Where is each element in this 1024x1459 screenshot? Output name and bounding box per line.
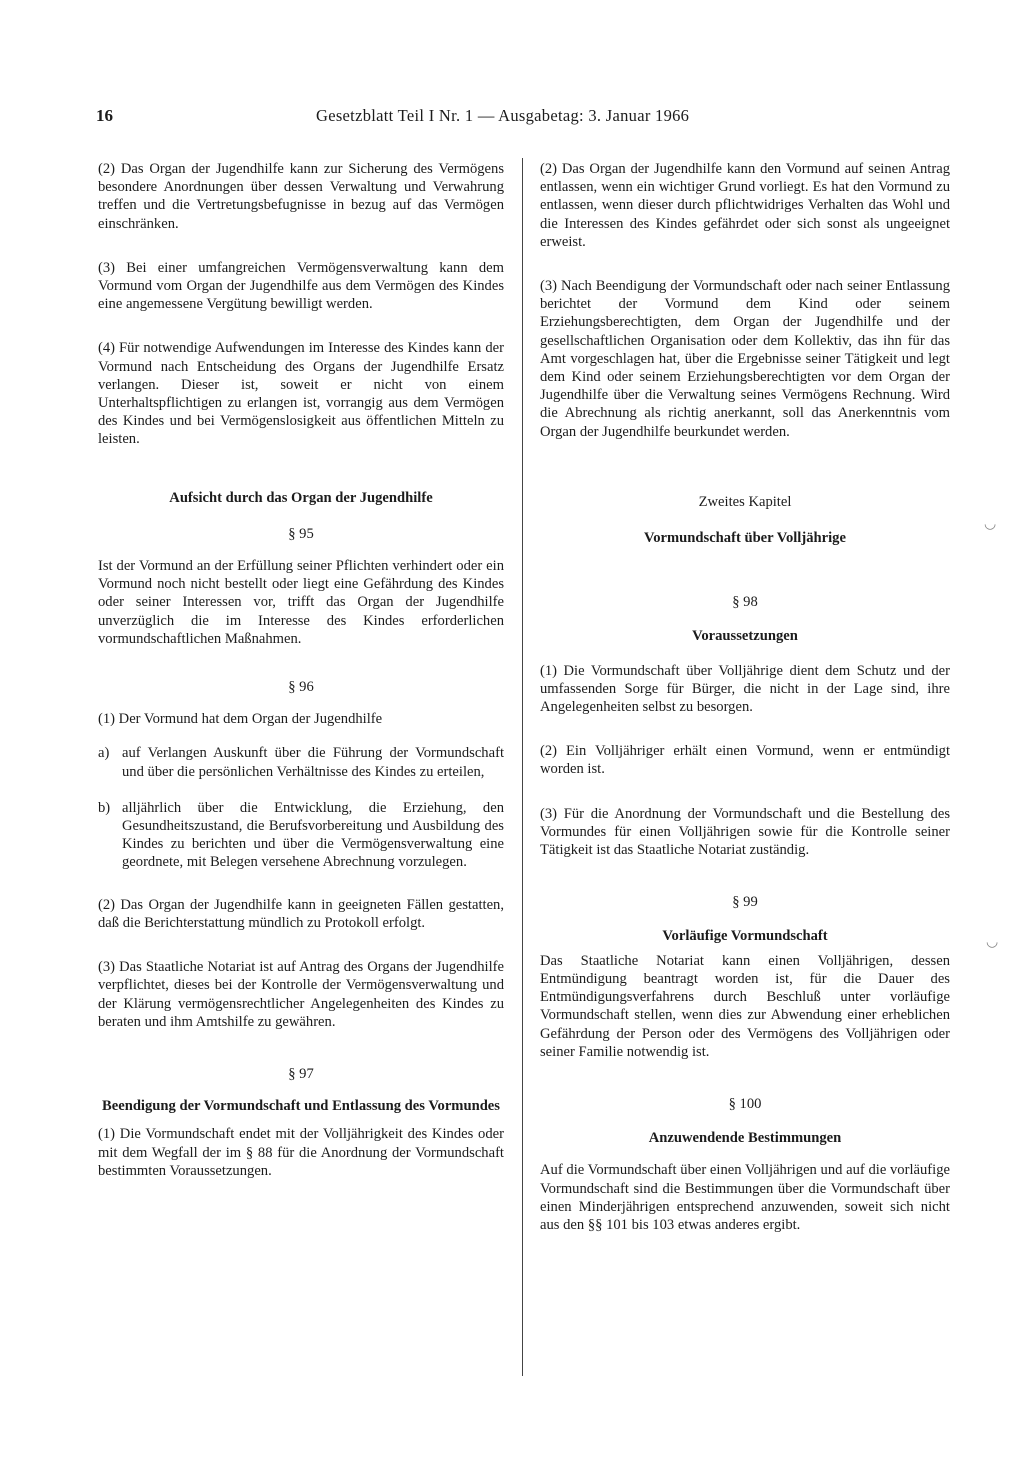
right-column bbox=[540, 160, 950, 1254]
paragraph-97-3: (3) Nach Beendigung der Vormundschaft oder nach seiner Entlassung berichtet der Vormund dem Kind oder seinem Erziehungsberechtigten, dem Organ der Jugendhilfe und der gesellschaftlichen Organisation oder dem Kollektiv, das ihn für das Amt vorgeschlagen hat, über die Ergebnisse seiner Tätigkeit und legt dem Kind oder seinem Erziehungsberechtigten vor dem Organ der Jugendhilfe über die Verwaltung seines Vermögens Rechnung. Wird die Abrechnung als richtig anerkannt, soll das Anerkenntnis vom Organ der Jugendhilfe beurkundet werden. bbox=[540, 278, 950, 440]
page-header-title: Gesetzblatt Teil I Nr. 1 — Ausgabetag: 3. Januar 1966 bbox=[316, 106, 690, 125]
paragraph-98-3: (3) Für die Anordnung der Vormundschaft und die Bestellung des Vormundes für einen Volljährigen sowie für die Kontrolle seiner Tätigkeit ist das Staatliche Notariat zuständig. bbox=[540, 805, 950, 859]
heading-99: Vorläufige Vormundschaft bbox=[662, 928, 828, 945]
list-item-b bbox=[98, 799, 504, 872]
left-column bbox=[98, 160, 504, 1200]
list-item-b-text: alljährlich über die Entwicklung, die Erziehung, den Gesundheitszustand, die Berufsvorbereitung und Ausbildung des Kindes zu berichten und über die Vermögensverwaltung eine geordnete, mit Belegen versehene Abrechnung vorzulegen. bbox=[122, 799, 504, 871]
paragraph-100: Auf die Vormundschaft über einen Volljährigen und auf die vorläufige Vormundschaft sind die Bestimmungen über die Vormundschaft über einen Minderjährigen entsprechend anzuwenden, soweit sich nicht aus den §§ 101 bis 103 etwas anderes ergibt. bbox=[540, 1162, 950, 1233]
section-95-number: § 95 bbox=[288, 525, 314, 542]
paragraph-96-1: (1) Der Vormund hat dem Organ der Jugendhilfe bbox=[98, 711, 383, 728]
page-number: 16 bbox=[96, 106, 113, 125]
paragraph-94-4: (4) Für notwendige Aufwendungen im Interesse des Kindes kann der Vormund nach Entscheidung des Organs der Jugendhilfe Ersatz verlangen. Dieser ist, soweit er nicht von einem Unterhaltspflichtigen zu erlangen ist, vorrangig aus dem Vermögen des Kindes und bei Vermögenslosigkeit aus öffentlichen Mitteln zu leisten. bbox=[98, 340, 504, 448]
list-item-a-text: auf Verlangen Auskunft über die Führung der Vormundschaft und über die persönlichen Verhältnisse des Kindes zu erteilen, bbox=[122, 745, 504, 780]
chapter-label: Zweites Kapitel bbox=[698, 493, 792, 510]
paragraph-94-3: (3) Bei einer umfangreichen Vermögensverwaltung kann dem Vormund vom Organ der Jugendhilfe aus dem Vermögen des Kindes eine angemessene Vergütung bewilligt werden. bbox=[98, 259, 504, 313]
paragraph-99: Das Staatliche Notariat kann einen Volljährigen, dessen Entmündigung beantragt worden ist, für die Dauer des Entmündigungsverfahrens durch Beschluß unter vorläufige Vormundschaft stellen, wenn dies zur Abwendung einer erheblichen Gefährdung der Person oder des Vermögens des Volljährigen oder seiner Familie notwendig ist. bbox=[540, 952, 950, 1060]
heading-aufsicht: Aufsicht durch das Organ der Jugendhilfe bbox=[169, 489, 433, 506]
list-item-a bbox=[98, 744, 504, 780]
section-97-number: § 97 bbox=[288, 1065, 314, 1082]
paragraph-97-2: (2) Das Organ der Jugendhilfe kann den Vormund auf seinen Antrag entlassen, wenn ein wichtiger Grund vorliegt. Es hat den Vormund zu entlassen, wenn dieser durch pflichtwidriges Verhalten das Wohl und die Interessen des Kindes gefährdet oder sich sonst als ungeeignet erweist. bbox=[540, 161, 950, 250]
heading-100: Anzuwendende Bestimmungen bbox=[648, 1130, 842, 1147]
scan-mark-1: ◡ bbox=[984, 517, 997, 532]
paragraph-97-1: (1) Die Vormundschaft endet mit der Volljährigkeit des Kindes oder mit dem Wegfall der im § 88 für die Anordnung der Vormundschaft bestimmten Voraussetzungen. bbox=[98, 1126, 504, 1179]
paragraph-95: Ist der Vormund an der Erfüllung seiner Pflichten verhindert oder ein Vormund noch nicht bestellt oder liegt eine Gefährdung des Kindes oder seiner Interessen vor, trifft das Organ der Jugendhilfe unverzüglich die im Interesse des Kindes erforderlichen vormundschaftlichen Maßnahmen. bbox=[98, 558, 504, 647]
heading-97: Beendigung der Vormundschaft und Entlassung des Vormundes bbox=[102, 1098, 500, 1115]
paragraph-98-2: (2) Ein Volljähriger erhält einen Vormund, wenn er entmündigt worden ist. bbox=[540, 743, 950, 778]
chapter-title: Vormundschaft über Volljährige bbox=[644, 530, 846, 547]
column-divider bbox=[522, 158, 523, 1376]
heading-98: Voraussetzungen bbox=[692, 628, 798, 645]
section-100-number: § 100 bbox=[728, 1095, 762, 1112]
paragraph-96-3: (3) Das Staatliche Notariat ist auf Antrag des Organs der Jugendhilfe verpflichtet, dieses bei der Kontrolle der Vermögensverwaltung und der Klärung vermögensrechtlicher Angelegenheiten des Kindes zu beraten und ihm Amtshilfe zu gewähren. bbox=[98, 959, 504, 1030]
list-item-a-label: a) bbox=[98, 745, 110, 762]
paragraph-94-2: (2) Das Organ der Jugendhilfe kann zur Sicherung des Vermögens besondere Anordnungen über dessen Verwaltung und Verwahrung treffen und die Vertretungsbefugnisse in bezug auf das Vermögen einschränken. bbox=[98, 161, 504, 232]
section-99-number: § 99 bbox=[732, 894, 758, 911]
section-96-number: § 96 bbox=[288, 679, 314, 696]
section-98-number: § 98 bbox=[732, 594, 758, 611]
paragraph-96-2: (2) Das Organ der Jugendhilfe kann in geeigneten Fällen gestatten, daß die Berichterstattung mündlich zu Protokoll erfolgt. bbox=[98, 896, 504, 931]
list-item-b-label: b) bbox=[98, 799, 111, 816]
scan-mark-2: ◡ bbox=[986, 935, 999, 950]
paragraph-98-1: (1) Die Vormundschaft über Volljährige dient dem Schutz und der umfassenden Sorge für Bürger, die nicht in der Lage sind, ihre Angelegenheiten selbst zu besorgen. bbox=[540, 662, 950, 716]
